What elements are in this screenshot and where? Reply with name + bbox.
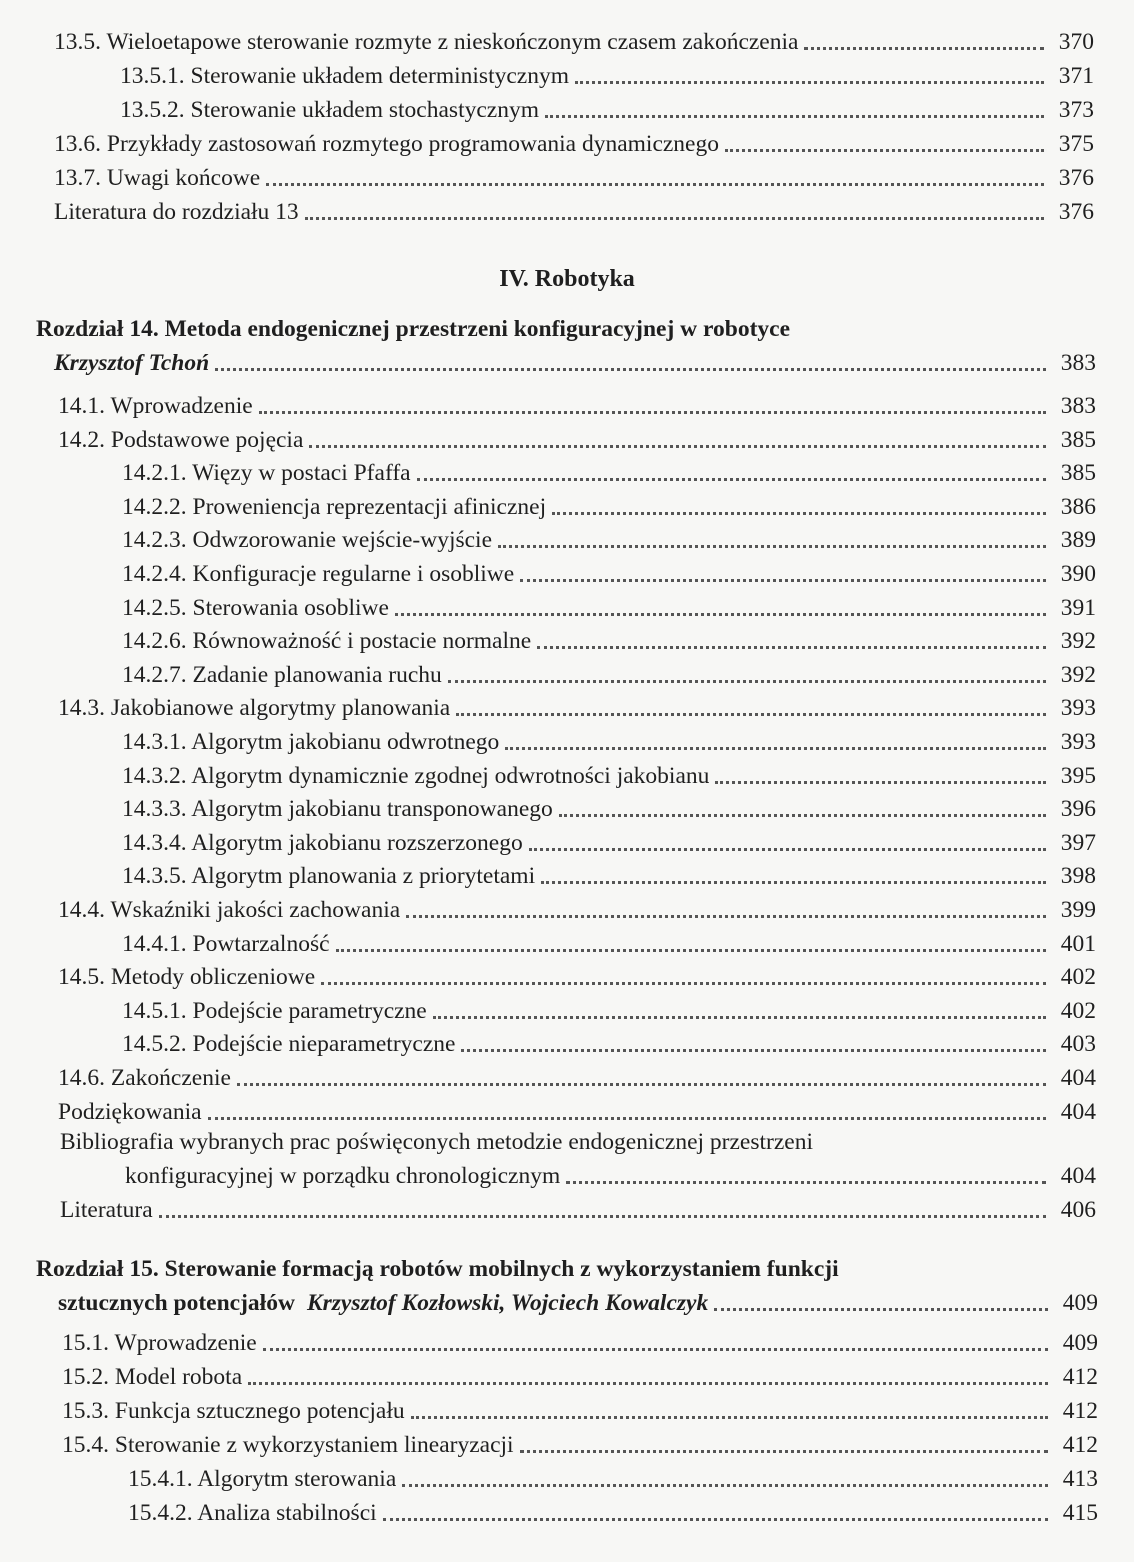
page-number: 376 <box>1058 165 1094 191</box>
toc-entry-title: 14.3.4. Algorytm jakobianu rozszerzonego <box>122 829 523 856</box>
page-number: 376 <box>1058 199 1094 225</box>
leader-dots <box>336 948 1046 952</box>
page-number: 403 <box>1060 1031 1096 1058</box>
toc-entry-title: 15.4.2. Analiza stabilności <box>128 1500 377 1526</box>
leader-dots <box>529 847 1046 851</box>
leader-dots <box>321 981 1046 985</box>
toc-entry <box>62 1357 1098 1391</box>
toc-entry-title: Literatura do rozdziału 13 <box>54 199 299 225</box>
page-number: 406 <box>1060 1197 1096 1223</box>
toc-entry-title: 14.2.7. Zadanie planowania ruchu <box>122 661 442 688</box>
page-number: 413 <box>1062 1466 1098 1492</box>
leader-dots <box>237 1082 1046 1086</box>
leader-dots <box>448 679 1046 683</box>
toc-entry <box>122 487 1096 521</box>
toc-entry <box>58 1092 1096 1126</box>
toc-entry-title: 14.3.5. Algorytm planowania z priorytetami <box>122 863 536 890</box>
page-number: 373 <box>1058 97 1094 123</box>
toc-entry <box>54 158 1094 192</box>
leader-dots <box>537 645 1046 649</box>
part-title: IV. Robotyka <box>499 266 635 292</box>
toc-entry <box>58 420 1096 454</box>
toc-entry-title: 14.4. Wskaźniki jakości zachowania <box>58 897 401 923</box>
page-number: 392 <box>1060 661 1096 688</box>
leader-dots <box>406 914 1046 918</box>
leader-dots <box>208 1116 1046 1120</box>
chapter-14-author-line <box>54 343 1096 377</box>
literature-14-line <box>60 1190 1096 1224</box>
leader-dots <box>402 1483 1048 1487</box>
toc-entry <box>62 1323 1098 1357</box>
literature-title: Literatura <box>60 1197 153 1223</box>
toc-entry <box>122 588 1096 622</box>
leader-dots <box>383 1517 1048 1521</box>
page-number: 397 <box>1060 829 1096 856</box>
page-number: 393 <box>1060 729 1096 755</box>
toc-entry-title: 14.2.3. Odwzorowanie wejście-wyjście <box>122 527 493 554</box>
chapter-15-authors: Krzysztof Kozłowski, Wojciech Kowalczyk <box>306 1290 709 1316</box>
page-number: 395 <box>1060 762 1096 789</box>
leader-dots <box>575 80 1044 84</box>
page-number: 396 <box>1060 796 1096 823</box>
page-number: 404 <box>1060 1098 1096 1125</box>
leader-dots <box>505 746 1046 750</box>
chapter-15-heading: Rozdział 15. Sterowanie formacją robotów mobilnych z wykorzystaniem funkcji <box>36 1256 839 1282</box>
toc-entry <box>128 1459 1098 1493</box>
toc-entry <box>58 386 1096 420</box>
page-number: 402 <box>1060 997 1096 1024</box>
leader-dots <box>461 1048 1046 1052</box>
page-number: 401 <box>1060 930 1096 957</box>
page-number: 412 <box>1062 1364 1098 1390</box>
page-number: 385 <box>1060 460 1096 487</box>
toc-entry-title: 14.3.3. Algorytm jakobianu transponowanego <box>122 796 553 823</box>
leader-dots <box>159 1214 1046 1218</box>
chapter-15-author-line <box>58 1283 1098 1317</box>
toc-entry <box>122 1024 1096 1058</box>
page-number: 375 <box>1058 131 1094 157</box>
page-number: 399 <box>1060 897 1096 923</box>
chapter-14-author: Krzysztof Tchoń <box>54 350 210 376</box>
toc-entry-title: 14.2.5. Sterowania osobliwe <box>122 594 389 621</box>
toc-entry-title: 13.7. Uwagi końcowe <box>54 165 261 191</box>
leader-dots <box>395 612 1046 616</box>
toc-entry-title: 14.1. Wprowadzenie <box>58 393 253 419</box>
bibliography-line-1 <box>60 1122 813 1156</box>
leader-dots <box>566 1180 1046 1184</box>
leader-dots <box>266 182 1044 186</box>
toc-entry <box>122 520 1096 554</box>
toc-entry <box>122 924 1096 958</box>
toc-entry-title: 14.2.2. Prowenienсja reprezentacji afinicznej <box>122 493 547 520</box>
toc-entry <box>58 957 1096 991</box>
leader-dots <box>433 1015 1046 1019</box>
toc-entry <box>122 823 1096 857</box>
leader-dots <box>263 1347 1048 1351</box>
toc-entry <box>54 192 1094 226</box>
leader-dots <box>559 813 1046 817</box>
toc-entry-title: 15.1. Wprowadzenie <box>62 1330 257 1356</box>
leader-dots <box>248 1381 1048 1385</box>
leader-dots <box>215 367 1046 371</box>
toc-entry-title: 15.3. Funkcja sztucznego potencjału <box>62 1398 405 1424</box>
toc-entry-title: 14.3.2. Algorytm dynamicznie zgodnej odwrotności jakobianu <box>122 762 710 789</box>
toc-entry-title: 14.5. Metody obliczeniowe <box>58 964 316 991</box>
toc-entry-title: 15.4.1. Algorytm sterowania <box>128 1466 397 1492</box>
page-number: 389 <box>1060 527 1096 554</box>
toc-entry-title: 14.3. Jakobianowe algorytmy planowania <box>58 695 451 722</box>
page-number: 385 <box>1060 426 1096 453</box>
bibliography-title-cont: konfiguracyjnej w porządku chronologicznym <box>125 1163 561 1189</box>
page-number: 404 <box>1060 1163 1096 1189</box>
toc-entry <box>122 856 1096 890</box>
page-number: 386 <box>1060 493 1096 520</box>
page-number: 371 <box>1058 63 1094 89</box>
leader-dots <box>541 880 1046 884</box>
leader-dots <box>714 1307 1048 1311</box>
page-number: 412 <box>1062 1398 1098 1424</box>
page-number: 383 <box>1060 393 1096 419</box>
page-number: 409 <box>1062 1290 1098 1316</box>
leader-dots <box>715 780 1046 784</box>
page-number: 390 <box>1060 561 1096 587</box>
leader-dots <box>498 544 1046 548</box>
toc-entry <box>122 621 1096 655</box>
page-number: 398 <box>1060 863 1096 890</box>
toc-entry <box>122 655 1096 689</box>
chapter-14-heading: Rozdział 14. Metoda endogenicznej przestrzeni konfiguracyjnej w robotyce <box>36 316 791 342</box>
leader-dots <box>417 477 1046 481</box>
leader-dots <box>552 511 1046 515</box>
toc-entry-title: 14.2. Podstawowe pojęcia <box>58 426 304 453</box>
chapter-15-heading-cont: sztucznych potencjałów <box>58 1290 295 1316</box>
toc-entry-title: 14.4.1. Powtarzalność <box>122 930 330 957</box>
toc-entry <box>58 688 1096 722</box>
page-number: 392 <box>1060 628 1096 655</box>
leader-dots <box>305 216 1044 220</box>
toc-entry <box>128 1493 1098 1527</box>
toc-entry-title: 14.2.4. Konfiguracje regularne i osobliwe <box>122 561 515 587</box>
toc-entry <box>62 1391 1098 1425</box>
leader-dots <box>309 444 1046 448</box>
toc-entry <box>122 991 1096 1025</box>
toc-entry <box>58 890 1096 924</box>
toc-entry <box>54 124 1094 158</box>
page-number: 404 <box>1060 1065 1096 1091</box>
toc-entry-title: 15.2. Model robota <box>62 1364 243 1390</box>
toc-entry-title: 15.4. Sterowanie z wykorzystaniem linearyzacji <box>62 1432 514 1458</box>
toc-entry-title: 14.5.1. Podejście parametryczne <box>122 997 427 1024</box>
leader-dots <box>545 114 1044 118</box>
leader-dots <box>520 578 1046 582</box>
toc-entry-title: 13.5. Wieloetapowe sterowanie rozmyte z nieskończonym czasem zakończenia <box>54 29 799 55</box>
toc-entry <box>58 1058 1096 1092</box>
toc-entry-title: 14.6. Zakończenie <box>58 1065 231 1091</box>
toc-entry-title: 14.2.1. Więzy w postaci Pfaffa <box>122 460 411 487</box>
toc-entry <box>120 56 1094 90</box>
toc-entry-title: 13.6. Przykłady zastosowań rozmytego programowania dynamicznego <box>54 131 719 157</box>
toc-entry-title: 14.3.1. Algorytm jakobianu odwrotnego <box>122 729 500 755</box>
leader-dots <box>804 46 1044 50</box>
toc-entry-title: 13.5.2. Sterowanie układem stochastycznym <box>120 97 539 123</box>
leader-dots <box>259 410 1046 414</box>
toc-entry <box>54 22 1094 56</box>
toc-entry <box>122 453 1096 487</box>
page-number: 409 <box>1062 1330 1098 1356</box>
leader-dots <box>456 712 1046 716</box>
toc-entry <box>62 1425 1098 1459</box>
toc-entry <box>122 554 1096 588</box>
toc-entry <box>122 756 1096 790</box>
leader-dots <box>725 148 1044 152</box>
page-number: 402 <box>1060 964 1096 991</box>
toc-entry-title: 14.2.6. Równoważność i postacie normalne <box>122 628 532 655</box>
toc-entry-title: Podziękowania <box>58 1098 202 1125</box>
page-number: 391 <box>1060 594 1096 621</box>
page-number: 415 <box>1062 1500 1098 1526</box>
leader-dots <box>411 1415 1048 1419</box>
bibliography-title: Bibliografia wybranych prac poświęconych metodzie endogenicznej przestrzeni <box>60 1129 813 1155</box>
toc-entry-title: 13.5.1. Sterowanie układem deterministycznym <box>120 63 570 89</box>
toc-entry <box>122 722 1096 756</box>
page-number: 370 <box>1058 29 1094 55</box>
page-number: 393 <box>1060 695 1096 722</box>
toc-entry-title: 14.5.2. Podejście nieparametryczne <box>122 1031 456 1058</box>
page-number: 383 <box>1060 350 1096 376</box>
leader-dots <box>520 1449 1048 1453</box>
page-number: 412 <box>1062 1432 1098 1458</box>
toc-entry <box>120 90 1094 124</box>
toc-entry <box>122 789 1096 823</box>
bibliography-line-2 <box>125 1156 1096 1190</box>
